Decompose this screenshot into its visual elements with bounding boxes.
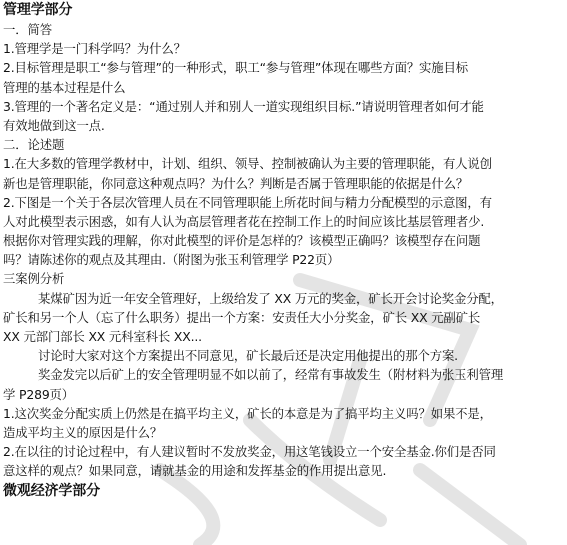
discussion-2-line-2: 人对此模型表示困惑，如有人认为高层管理者花在控制工作上的时间应该比基层管理者少. bbox=[3, 213, 485, 229]
case-line-5: 奖金发完以后矿上的安全管理明显不如以前了，经常有事故发生（附材料为张玉利管理 bbox=[38, 367, 504, 383]
question-2-line-1: 2.目标管理是职工“参与管理”的一种形式，职工“参与管理”体现在哪些方面？实施目标 bbox=[3, 60, 469, 76]
question-2-line-2: 管理的基本过程是什么 bbox=[3, 79, 126, 95]
question-3-line-2: 有效地做到这一点. bbox=[3, 117, 105, 133]
part2-heading: 二．论述题 bbox=[3, 137, 65, 153]
question-1: 1.管理学是一门科学吗？为什么？ bbox=[3, 41, 186, 57]
case-line-6: 学 P289页） bbox=[3, 386, 75, 402]
case-line-3: XX 元部门部长 XX 元科室科长 XX... bbox=[3, 329, 202, 344]
case-line-2: 矿长和另一个人（忘了什么职务）提出一个方案：安责任大小分奖金，矿长 XX 元副矿长 bbox=[3, 309, 481, 325]
case-question-1-line-2: 造成平均主义的原因是什么？ bbox=[3, 424, 163, 440]
discussion-1-line-2: 新也是管理职能，你同意这种观点吗？为什么？判断是否属于管理职能的依据是什么？ bbox=[3, 175, 469, 191]
section-title: 管理学部分 bbox=[3, 2, 73, 18]
exam-document bbox=[3, 0, 564, 501]
discussion-2-line-4: 吗？请陈述你的观点及其理由.（附图为张玉利管理学 P22页） bbox=[3, 252, 340, 268]
case-question-1-line-1: 1.这次奖金分配实质上仍然是在搞平均主义，矿长的本意是为了搞平均主义吗？如果不是， bbox=[3, 405, 492, 421]
case-question-2-line-1: 2.在以往的讨论过程中，有人建议暂时不发放奖金，用这笔钱设立一个安全基金.你们是否同 bbox=[3, 444, 496, 460]
next-section-title: 微观经济学部分 bbox=[3, 482, 100, 499]
part1-heading: 一．简答 bbox=[3, 22, 52, 37]
case-line-1: 某煤矿因为近一年安全管理好，上级给发了 XX 万元的奖金，矿长开会讨论奖金分配， bbox=[38, 290, 503, 306]
case-question-2-line-2: 意这样的观点？如果同意，请就基金的用途和发挥基金的作用提出意见. bbox=[3, 463, 387, 479]
question-3-line-1: 3.管理的一个著名定义是：“通过别人并和别人一道实现组织目标.”请说明管理者如何才能 bbox=[3, 98, 484, 114]
part3-heading: 三案例分析 bbox=[3, 271, 65, 287]
discussion-1-line-1: 1.在大多数的管理学教材中，计划、组织、领导、控制被确认为主要的管理职能，有人说创 bbox=[3, 156, 492, 172]
case-line-4: 讨论时大家对这个方案提出不同意见，矿长最后还是决定用他提出的那个方案. bbox=[38, 348, 458, 364]
discussion-2-line-3: 根据你对管理实践的理解，你对此模型的评价是怎样的？该模型正确吗？该模型存在问题 bbox=[3, 233, 481, 249]
discussion-2-line-1: 2.下图是一个关于各层次管理人员在不同管理职能上所花时间与精力分配模型的示意图，有 bbox=[3, 194, 492, 210]
